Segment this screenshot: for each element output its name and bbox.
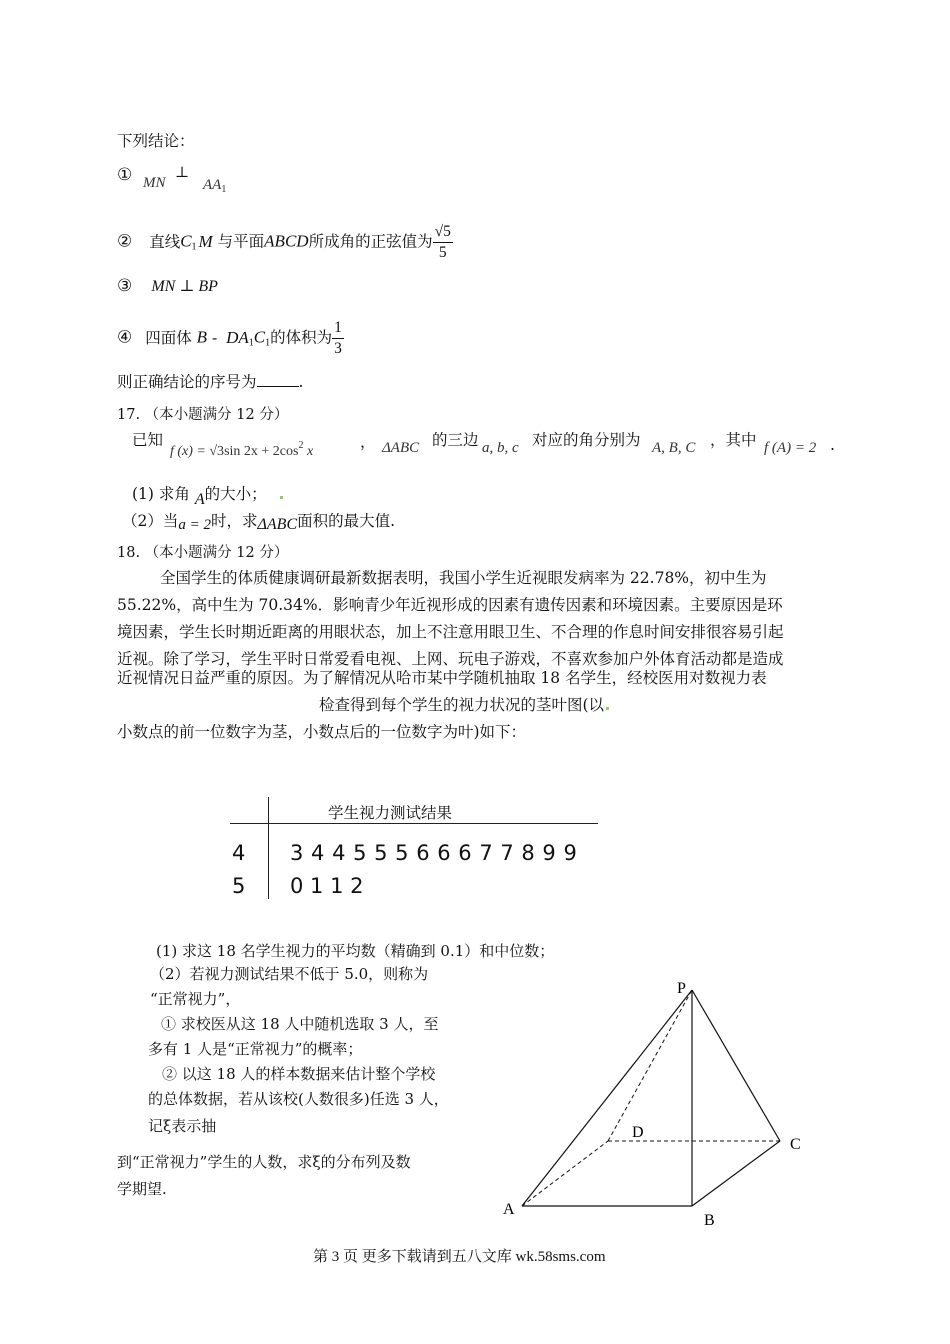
c2-m1-sub: 1 [191, 241, 197, 253]
c4-text-a: 四面体 [145, 328, 192, 347]
edge-PA [522, 990, 692, 1206]
q18-part-3: “正常视力”， [150, 990, 241, 1008]
c2-fraction [433, 222, 453, 263]
label-D: D [632, 1124, 644, 1141]
q17-sides: a, b, c [482, 440, 519, 456]
page-footer: 第 3 页 更多下载请到五八文库 wk.58sms.com [313, 1249, 606, 1265]
q17-triangle: ΔABC [382, 440, 420, 456]
stem-row-1-leaves: 3 4 4 5 5 5 6 6 6 7 7 8 9 9 [290, 841, 577, 865]
q18-part-2: （2）若视力测试结果不低于 5.0，则称为 [150, 965, 429, 983]
c3-expr: MN ⊥ BP [151, 278, 218, 295]
label-P: P [677, 980, 686, 997]
q17-p1-a: (1) 求角 [132, 485, 190, 503]
q18-part-8: 记ξ表示抽 [148, 1117, 217, 1135]
q17-dot: . [830, 436, 835, 454]
q18-line-6 [319, 693, 609, 715]
q17-p2-b: 时，求 [211, 512, 258, 530]
conclusion-1 [117, 165, 227, 195]
edge-PC [692, 990, 780, 1141]
q17-statement [132, 428, 842, 468]
q17-sq: 2 [298, 440, 304, 451]
c4-num: 1 [332, 318, 344, 339]
q18-line-3: 境因素，学生长时期近距离的用眼状态，加上不注意用眼卫生、不合理的作息时间安排很容易引起 [117, 623, 784, 641]
c2-den: 5 [438, 244, 447, 261]
stray-mark [280, 496, 283, 499]
label-B: B [704, 1212, 715, 1229]
c2-text-b: 与平面 [217, 232, 265, 251]
q18-line-1: 全国学生的体质健康调研最新数据表明，我国小学生近视眼发病率为 22.78%，初中生为 [160, 569, 767, 587]
c4-fraction [332, 318, 344, 359]
label-A: A [503, 1201, 515, 1218]
q17-p2-a: （2）当 [122, 512, 179, 530]
q18-part-9: 到“正常视力”学生的人数，求ξ的分布列及数 [117, 1153, 411, 1171]
stem-leaf-plot [230, 797, 610, 907]
q18-part-6: ② 以这 18 人的样本数据来估计整个学校 [162, 1065, 436, 1083]
c1-rhs: AA [203, 177, 222, 193]
stem-leaf-title: 学生视力测试结果 [328, 804, 453, 822]
q18-line-6-text: 检查得到每个学生的视力状况的茎叶图(以 [319, 696, 605, 714]
q17-known: 已知 [132, 431, 164, 449]
q17-text1: 的三边 [432, 431, 479, 449]
q17-fx: f (x) = [170, 444, 210, 459]
ask-text: 则正确结论的序号为 [117, 373, 257, 391]
c1-rhs-sub: 1 [221, 184, 227, 195]
q17-p1-angle: A [194, 491, 205, 508]
q17-sqrt3: √3 [209, 444, 225, 459]
conclusion-1-mark: ① [117, 165, 133, 185]
c4-dash: - [211, 329, 218, 347]
c2-plane: ABCD [264, 231, 309, 251]
c4-den: 3 [334, 340, 342, 357]
c4-d-sub: 1 [248, 337, 254, 349]
q18-part-4: ① 求校医从这 18 人中随机选取 3 人，至 [161, 1015, 439, 1033]
c2-m2: M [198, 231, 213, 251]
ask-end: . [298, 373, 304, 391]
stem-leaf-vertical-rule [268, 797, 269, 899]
q17-p1-b: 的大小； [204, 485, 267, 503]
pyramid-figure [490, 975, 820, 1235]
q17-x: x [303, 444, 314, 459]
q17-part2 [122, 509, 395, 531]
conclusion-2-mark: ② [117, 231, 133, 252]
q18-part-10: 学期望. [117, 1180, 167, 1198]
q17-comma: ， [360, 433, 376, 451]
c2-num: √5 [433, 222, 453, 243]
c2-m1: C [180, 231, 192, 251]
conclusions-ask [117, 370, 303, 392]
c2-text-c: 所成角的正弦值为 [308, 232, 433, 251]
q17-text2: 对应的角分别为 [532, 431, 641, 449]
q18-line-4: 近视。除了学习，学生平时日常爱看电视、上网、玩电子游戏，不喜欢参加户外体育活动都是造成 [117, 650, 784, 668]
label-C: C [790, 1136, 801, 1153]
stem-leaf-horizontal-rule [230, 823, 598, 824]
edge-PD [608, 990, 692, 1141]
q17-part1 [132, 482, 283, 508]
q18-part-7: 的总体数据，若从该校(人数很多)任选 3 人， [148, 1090, 449, 1108]
c2-text-a: 直线 [149, 232, 181, 251]
stray-mark-2 [606, 707, 609, 710]
conclusion-4-mark: ④ [117, 327, 133, 348]
q18-line-5: 近视情况日益严重的原因。为了解情况从哈市某中学随机抽取 18 名学生，经校医用对数视力表 [117, 669, 767, 687]
q17-p2-triangle: ΔABC [257, 516, 298, 533]
c4-c-sub: 1 [265, 337, 271, 349]
conclusion-3 [117, 276, 218, 296]
q18-part-5: 多有 1 人是“正常视力”的概率； [148, 1040, 363, 1058]
answer-blank [257, 372, 299, 387]
stem-row-1-stem: 4 [232, 841, 246, 865]
c4-text-b: 的体积为 [270, 328, 333, 347]
c1-lhs: MN [143, 175, 166, 191]
c4-d: DA [226, 327, 249, 347]
conclusions-heading: 下列结论： [117, 132, 195, 150]
q17-fa: f (A) = 2 [764, 440, 817, 456]
c4-c: C [253, 327, 266, 347]
q17-angles: A, B, C [652, 440, 696, 456]
q17-title: 17. （本小题满分 12 分） [117, 407, 289, 423]
q18-line-2: 55.22%，高中生为 70.34%．影响青少年近视形成的因素有遗传因素和环境因素。主要原因是环 [117, 596, 783, 614]
stem-row-2-stem: 5 [232, 874, 246, 898]
q17-p2-c: 面积的最大值. [297, 512, 396, 530]
conclusion-4 [117, 318, 344, 359]
edge-BC [692, 1141, 780, 1206]
conclusion-3-mark: ③ [117, 276, 133, 296]
q18-part-1: (1) 求这 18 名学生视力的平均数（精确到 0.1）和中位数； [156, 942, 555, 960]
q17-function [170, 440, 313, 460]
q17-p2-eq: a = 2 [178, 517, 211, 533]
conclusion-2 [117, 222, 453, 263]
q18-title: 18. （本小题满分 12 分） [117, 545, 289, 561]
c1-op: ⊥ [175, 165, 190, 181]
stem-row-2-leaves: 0 1 1 2 [290, 874, 364, 898]
c4-b: B [196, 327, 208, 347]
q18-line-7: 小数点的前一位数字为茎，小数点后的一位数字为叶)如下： [117, 723, 527, 741]
q17-text3: ，其中 [710, 431, 757, 449]
q17-sin: sin 2x + 2cos [224, 444, 299, 459]
